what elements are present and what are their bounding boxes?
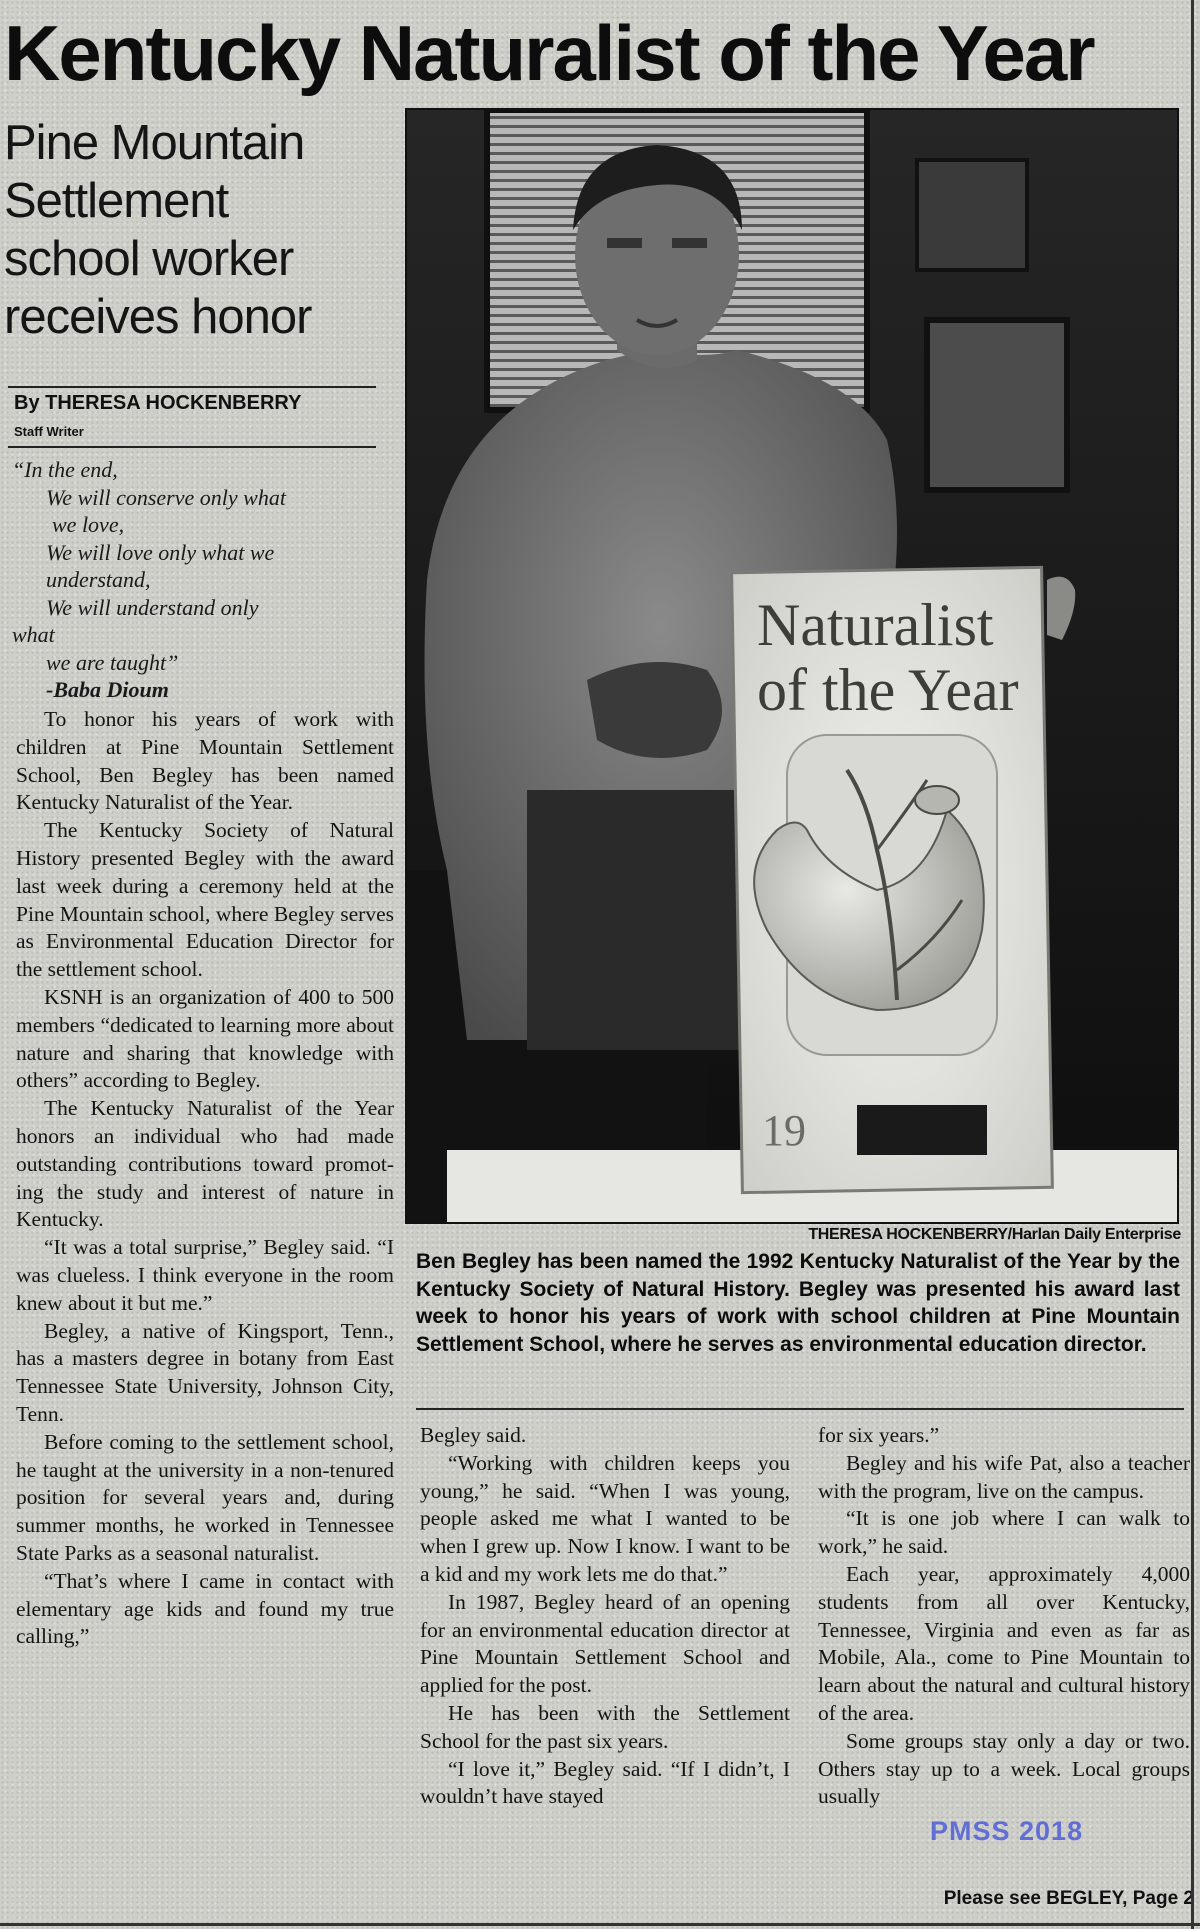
paragraph: “Working with children keeps you young,” he said. “When I was young, people asked me what I wanted to be when I grew up. Now I know. I want to be a kid and my work lets me do that.”: [420, 1450, 790, 1586]
paragraph: KSNH is an organization of 400 to 500 members “dedicated to learning more about nature and sharing that knowledge with others” according to Begley.: [16, 984, 394, 1093]
subhead-line: receives honor: [4, 290, 312, 344]
poem-line: understand,: [46, 567, 151, 592]
paragraph: He has been with the Settlement School for the past six years.: [420, 1700, 790, 1753]
subhead-line: Settlement: [4, 174, 229, 228]
poem-line: We will understand only: [46, 594, 259, 620]
poem-author: -Baba Dioum: [46, 677, 169, 702]
poem-line: we are taught”: [46, 649, 179, 675]
news-photo: [405, 108, 1179, 1224]
clipping-edge-bottom: [0, 1923, 1200, 1926]
paragraph: Some groups stay only a day or two. Others stay up to a week. Local groups usually: [818, 1728, 1190, 1809]
poem-line: We will love only what we: [46, 539, 275, 565]
poem-line: “In the end,: [12, 457, 118, 482]
byline-divider: [8, 446, 376, 448]
paragraph-continuation: Begley said.: [420, 1423, 527, 1447]
article-column-1: [16, 706, 394, 1651]
poem-line: We will conserve only what: [46, 484, 286, 510]
paragraph: To honor his years of work with children at Pine Mountain Settlement School, Ben Begley has been named Kentucky Naturalist of the Year.: [16, 707, 394, 815]
caption-divider: [416, 1408, 1184, 1410]
paragraph: Before coming to the settlement school, he taught at the university in a non-tenured position for several years and, during summer months, he worked in Tennessee State Parks as a seasonal naturalist.: [16, 1429, 394, 1565]
paragraph: “It was a total surprise,” Begley said. “I was clueless. I think everyone in the room knew about it but me.”: [16, 1235, 394, 1315]
photo-image: [407, 110, 1177, 1222]
paragraph-continuation: for six years.”: [818, 1423, 940, 1447]
article-column-3: [818, 1422, 1190, 1811]
paragraph: The Kentucky Society of Natural History presented Begley with the award last week during a ceremony held at the Pine Mountain school, where Begley serves as Environmental Education Director for the settlement school.: [16, 818, 394, 982]
paragraph: Begley, a native of Kingsport, Tenn., has a masters degree in botany from East Tennessee State University, Johnson City, Tenn.: [16, 1318, 394, 1426]
photo-credit: THERESA HOCKENBERRY/Harlan Daily Enterprise: [808, 1226, 1181, 1243]
byline-author: By THERESA HOCKENBERRY: [14, 392, 302, 414]
continuation-jump-line: Please see BEGLEY, Page 2: [943, 1888, 1194, 1909]
byline-title: Staff Writer: [14, 424, 84, 439]
poem-line: we love,: [52, 512, 125, 537]
paragraph: In 1987, Begley heard of an opening for an environmental education director at Pine Mountain Settlement School and applied for the post.: [420, 1589, 790, 1698]
archive-watermark: PMSS 2018: [930, 1816, 1084, 1846]
headline: Kentucky Naturalist of the Year: [4, 9, 1094, 97]
epigraph-poem: [12, 456, 387, 704]
paragraph: “That’s where I came in contact with elementary age kids and found my true calling,”: [16, 1568, 394, 1649]
paragraph: The Kentucky Naturalist of the Year honors an individual who had made outstanding contributions toward promoting the study and interest of nature in Kentucky.: [16, 1096, 394, 1232]
subhead-line: school worker: [4, 232, 294, 286]
subhead-divider: [8, 386, 376, 388]
paragraph: “It is one job where I can walk to work,” he said.: [818, 1506, 1190, 1559]
subhead: [4, 114, 394, 346]
poem-line: what: [12, 622, 55, 647]
plaque-title-line2: of the Year: [757, 657, 1019, 723]
plaque-title-line1: Naturalist: [757, 592, 994, 658]
clipping-edge-right: [1191, 0, 1194, 1929]
paragraph: “I love it,” Begley said. “If I didn’t, I wouldn’t have stayed: [420, 1756, 790, 1809]
paragraph: Begley and his wife Pat, also a teacher with the program, live on the campus.: [818, 1450, 1190, 1503]
subhead-line: Pine Mountain: [4, 116, 305, 170]
paragraph: Each year, approximately 4,000 students from all over Kentucky, Tennessee, Virginia and even as far as Mobile, Ala., come to Pine Mountain to learn about the natural and cultural history of the area.: [818, 1561, 1190, 1725]
plaque-year: 19: [762, 1106, 806, 1155]
photo-caption: Ben Begley has been named the 1992 Kentucky Naturalist of the Year by the Kentucky Society of Natural History. Begley was presented his award last week to honor his years of work with school children at Pine Mountain Settlement School, where he serves as environmental education director.: [416, 1250, 1180, 1356]
article-column-2: [420, 1422, 790, 1811]
